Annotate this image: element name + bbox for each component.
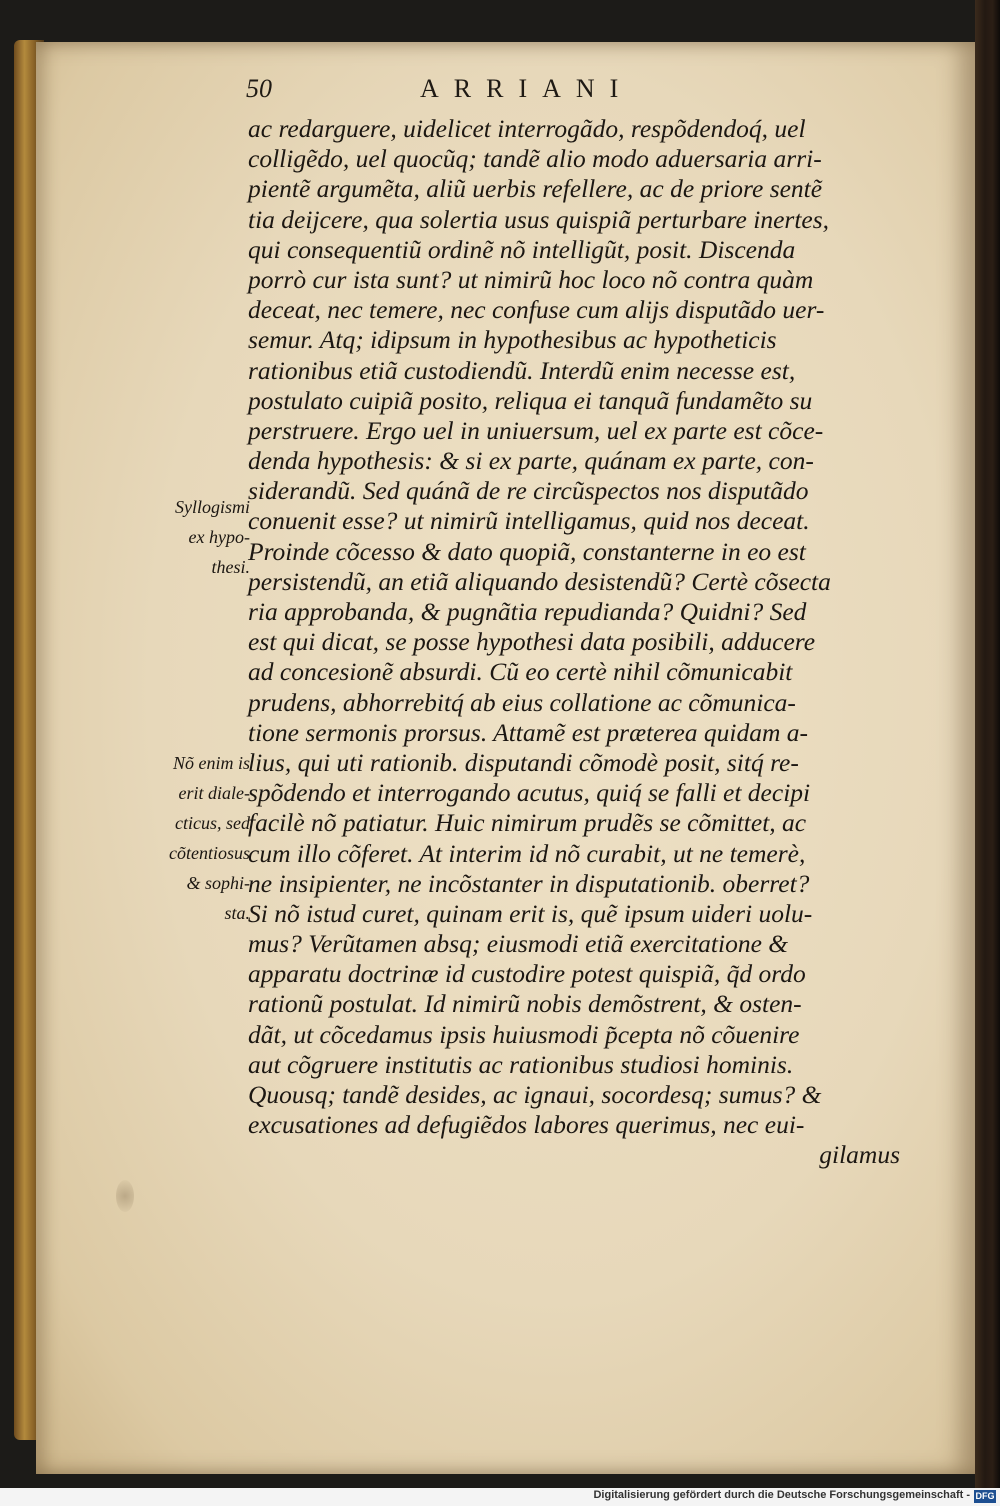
text-line: dãt, ut cõcedamus ipsis huiusmodi p̃cepta nõ cõuenire [248,1019,800,1049]
margin-note-line: cõtentiosus [169,843,250,863]
text-line: deceat, nec temere, nec confuse cum alijs disputãdo uer- [248,295,825,325]
text-line: porrò cur ista sunt? ut nimirũ hoc loco nõ contra quàm [248,264,814,294]
page-header [246,70,886,110]
text-line: Si nõ istud curet, quinam erit is, quẽ ipsum uideri uolu- [248,898,813,928]
text-line: prudens, abhorrebitq́ ab eius collatione ac cõmunica- [248,687,796,717]
text-line: perstruere. Ergo uel in uniuersum, uel ex parte est cõce- [248,415,824,445]
text-line: cum illo cõferet. At interim id nõ curabit, ut ne temerè, [248,838,806,868]
text-line: ne insipienter, ne incõstanter in disputationib. oberret? [248,868,810,898]
catchword: gilamus [819,1140,900,1170]
text-line: apparatu doctrinæ id custodire potest quispiã, q̃d ordo [248,959,806,989]
text-line: mus? Verũtamen absq; eiusmodi etiã exercitatione & [248,929,789,959]
margin-note-line: & sophi- [186,873,250,893]
margin-note-line: ex hypo- [188,527,250,547]
text-line: Proinde cõcesso & dato quopiã, constanterne in eo est [248,536,806,566]
text-line: persistendũ, an etiã aliquando desistendũ? Certè cõsecta [248,566,831,596]
text-line: spõdendo et interrogando acutus, quiq́ se falli et decipi [248,778,811,808]
text-line: colligẽdo, uel quocũq; tandẽ alio modo aduersaria arri- [248,144,822,174]
paper-stain [116,1180,134,1212]
margin-note-line: thesi. [211,557,250,577]
margin-note-line: cticus, sed [175,813,250,833]
running-head: ARRIANI [420,74,634,103]
text-line: Quousq; tandẽ desides, ac ignaui, socordesq; sumus? & [248,1080,822,1109]
text-line: est qui dicat, se posse hypothesi data posibili, adducere [248,627,816,657]
text-line: aut cõgruere institutis ac rationibus studiosi hominis. [248,1049,794,1079]
text-line: excusationes ad defugiẽdos labores querimus, nec eui- [248,1110,805,1140]
margin-note-line: erit diale- [178,783,250,803]
text-line: ac redarguere, uidelicet interrogãdo, respõdendoq́, uel [248,114,806,143]
text-line: semur. Atq; idipsum in hypothesibus ac hypotheticis [248,325,777,355]
text-line: facilè nõ patiatur. Huic nimirum prudẽs se cõmittet, ac [248,808,807,838]
margin-note-syllogismi [140,492,250,582]
text-line: tia deijcere, qua solertia usus quispiã perturbare inertes, [248,204,830,234]
text-line: lius, qui uti rationib. disputandi cõmodè posit, sitq́ re- [248,747,799,777]
digitization-credit: Digitalisierung gefördert durch die Deutsche Forschungsgemeinschaft - [593,1489,970,1501]
margin-note-line: sta. [224,903,250,923]
text-line: pientẽ argumẽta, aliũ uerbis refellere, ac de priore sentẽ [248,174,823,204]
text-line: rationũ postulat. Id nimirũ nobis demõstrent, & osten- [248,989,802,1019]
text-line: ria approbanda, & pugnãtia repudianda? Quidni? Sed [248,597,807,626]
folio-number: 50 [246,74,272,103]
text-line: postulato cuipiã posito, reliqua ei tanquã fundamẽto su [248,385,813,415]
text-line: tione sermonis prorsus. Attamẽ est præterea quidam a- [248,717,809,747]
text-line: siderandũ. Sed quánã de re circũspectos nos disputãdo [248,476,809,506]
text-line: ad concesionẽ absurdi. Cũ eo certè nihil cõmunicabit [248,657,793,687]
binding-gutter [975,0,1000,1490]
text-line: conuenit esse? ut nimirũ intelligamus, quid nos deceat. [248,506,810,536]
main-text-block [248,114,928,1171]
text-line: denda hypothesis: & si ex parte, quánam ex parte, con- [248,446,814,476]
margin-note-line: Syllogismi [175,497,250,517]
text-line: rationibus etiã custodiendũ. Interdũ enim necesse est, [248,355,796,385]
margin-note-line: Nõ enim is [172,753,250,773]
text-line: qui consequentiũ ordinẽ nõ intelligũt, posit. Discenda [248,234,796,264]
dfg-logo: DFG [975,1491,995,1501]
margin-note-dialecticus [140,748,250,928]
